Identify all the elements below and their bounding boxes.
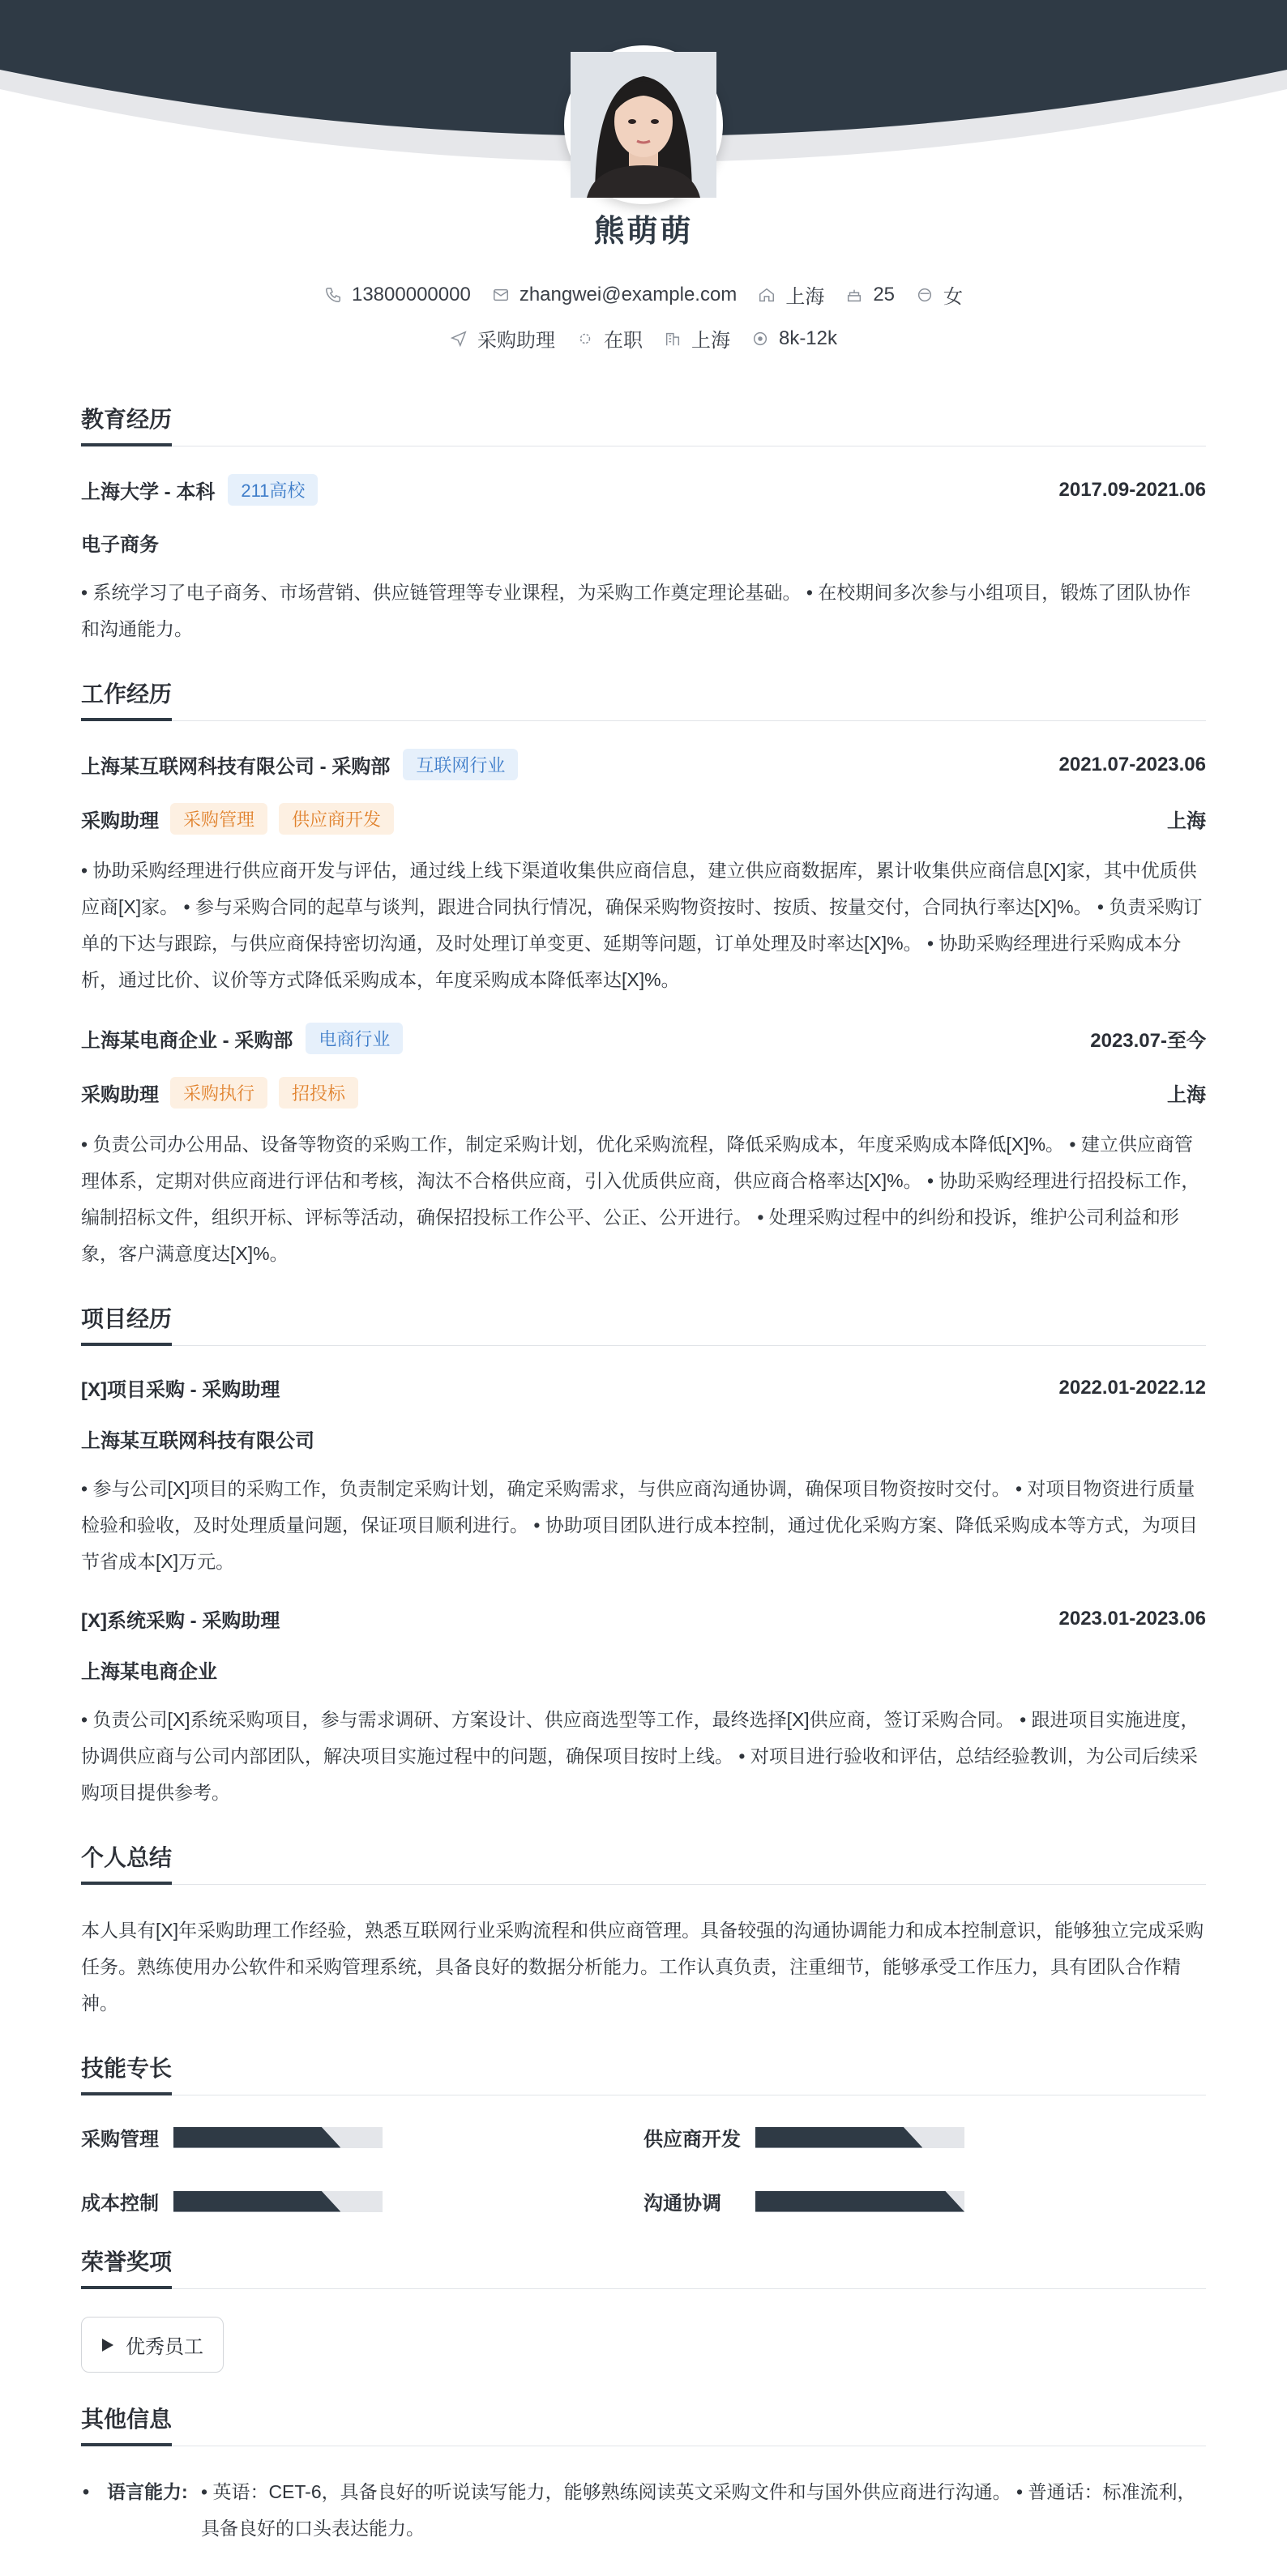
company-name: 上海某电商企业 - 采购部: [81, 1030, 293, 1052]
phone-icon: [324, 286, 342, 304]
education-entry: [81, 474, 1206, 647]
job-intent-row: [0, 324, 1287, 352]
phone-item: [324, 284, 471, 306]
education-desc: • 系统学习了电子商务、市场营销、供应链管理等专业课程，为采购工作奠定理论基础。 • 在校期间多次参与小组项目，锻炼了团队协作和沟通能力。: [81, 582, 1191, 639]
work-date: 2023.07-至今: [1090, 1030, 1206, 1052]
age-item: [845, 284, 895, 306]
skills-title: 技能专长: [81, 2051, 172, 2083]
project-title: [X]项目采购 - 采购助理: [81, 1379, 280, 1401]
job-role: 采购助理: [81, 810, 159, 832]
skill-item: [81, 2187, 644, 2215]
project-desc: • 参与公司[X]项目的采购工作，负责制定采购计划，确定采购需求，与供应商沟通协调，确保项目物资按时交付。 • 对项目物资进行质量检验和验收，及时处理质量问题，保证项目顺利进行。 • 协助项目团队进行成本控制，通过优化采购方案、降低采购成本等方式，为项目节省成本[X]万元。: [81, 1478, 1198, 1572]
education-section: [81, 402, 1206, 647]
language-text: • 英语：CET-6，具备良好的听说读写能力，能够熟练阅读英文采购文件和与国外供应商进行沟通。 • 普通话：标准流利，具备良好的口头表达能力。: [201, 2481, 1196, 2539]
skill-name: 沟通协调: [644, 2193, 721, 2215]
project-title: [X]系统采购 - 采购助理: [81, 1610, 280, 1632]
cake-icon: [845, 286, 863, 304]
skill-bar-fill: [755, 2191, 964, 2212]
work-date: 2021.07-2023.06: [1058, 753, 1206, 775]
mail-icon: [492, 286, 510, 304]
skill-tag: 供应商开发: [279, 803, 394, 835]
education-title: 教育经历: [81, 402, 172, 434]
major: 电子商务: [81, 534, 159, 556]
building-icon: [664, 330, 682, 348]
skill-bar: [173, 2191, 383, 2212]
work-desc: • 协助采购经理进行供应商开发与评估，通过线上线下渠道收集供应商信息，建立供应商数据库，累计收集供应商信息[X]家，其中优质供应商[X]家。 • 参与采购合同的起草与谈判，跟进合同执行情况，确保采购物资按时、按质、按量交付，合同执行率达[X]%。 • 负责采购订单的下达与跟踪，与供应商保持密切沟通，及时处理订单变更、延期等问题，订单处理及时率达[X]%。 • 协助采购经理进行采购成本分析，通过比价、议价等方式降低采购成本，年度采购成本降低率达[X]%。: [81, 860, 1203, 990]
skill-item: [644, 2187, 1206, 2215]
work-title: 工作经历: [81, 677, 172, 709]
school-name: 上海大学 - 本科: [81, 481, 216, 503]
project-company: 上海某互联网科技有限公司: [81, 1430, 314, 1452]
projects-title: 项目经历: [81, 1301, 172, 1334]
play-triangle-icon: [101, 2338, 114, 2352]
other-section: [81, 2402, 1206, 2547]
contact-row: [0, 280, 1287, 309]
other-title: 其他信息: [81, 2402, 172, 2434]
skill-tag: 采购执行: [170, 1077, 267, 1109]
project-date: 2023.01-2023.06: [1058, 1607, 1206, 1630]
gender-text: 女: [943, 286, 964, 308]
industry-tag: 电商行业: [306, 1023, 403, 1054]
resume-content: [81, 402, 1206, 2576]
email-item: [492, 284, 738, 306]
education-date: 2017.09-2021.06: [1058, 478, 1206, 501]
avatar-photo: [571, 52, 716, 198]
city-text: 上海: [785, 286, 825, 308]
project-entry: [81, 1373, 1206, 1580]
work-section: [81, 677, 1206, 1272]
company-name: 上海某互联网科技有限公司 - 采购部: [81, 756, 391, 778]
skill-name: 成本控制: [81, 2193, 159, 2215]
salary-item: [751, 327, 837, 350]
skills-grid: [81, 2123, 1206, 2215]
phone-text: 13800000000: [351, 283, 471, 305]
send-icon: [450, 330, 468, 348]
bullet-dot-icon: •: [83, 2481, 90, 2502]
status-icon: [576, 330, 594, 348]
project-entry: [81, 1604, 1206, 1811]
skill-tag: 采购管理: [170, 803, 267, 835]
skill-bar: [755, 2127, 964, 2148]
school-tag: 211高校: [228, 474, 318, 506]
summary-section: [81, 1840, 1206, 2022]
avatar: [564, 45, 723, 204]
summary-title: 个人总结: [81, 1840, 172, 1873]
skill-bar: [755, 2191, 964, 2212]
language-item: [81, 2474, 1206, 2547]
skill-tag: 招投标: [279, 1077, 358, 1109]
award-toggle[interactable]: [81, 2317, 224, 2373]
home-icon: [758, 286, 776, 304]
skill-item: [644, 2123, 1206, 2151]
job-role: 采购助理: [81, 1084, 159, 1106]
candidate-name: 熊萌萌: [593, 215, 694, 249]
work-entry: [81, 749, 1206, 998]
skills-section: [81, 2051, 1206, 2215]
work-location: 上海: [1167, 810, 1206, 832]
skill-bar: [173, 2127, 383, 2148]
awards-section: [81, 2245, 1206, 2373]
award-label: 优秀员工: [126, 2336, 203, 2358]
target-role-item: [450, 324, 555, 352]
skill-name: 供应商开发: [644, 2129, 741, 2151]
target-city-text: 上海: [691, 330, 730, 352]
gender-item: [916, 280, 963, 309]
salary-text: 8k-12k: [778, 327, 838, 349]
target-city-item: [664, 324, 730, 352]
email-text: zhangwei@example.com: [519, 283, 738, 305]
projects-section: [81, 1301, 1206, 1811]
skill-bar-fill: [173, 2191, 340, 2212]
gender-icon: [916, 286, 934, 304]
target-role-text: 采购助理: [477, 330, 555, 352]
age-text: 25: [873, 283, 896, 305]
coin-icon: [751, 330, 769, 348]
work-location: 上海: [1167, 1084, 1206, 1106]
project-company: 上海某电商企业: [81, 1661, 217, 1683]
skill-bar-fill: [755, 2127, 922, 2148]
work-desc: • 负责公司办公用品、设备等物资的采购工作，制定采购计划，优化采购流程，降低采购成本，年度采购成本降低[X]%。 • 建立供应商管理体系，定期对供应商进行评估和考核，淘汰不合格供应商，引入优质供应商，供应商合格率达[X]%。 • 协助采购经理进行招投标工作，编制招标文件，组织开标、评标等活动，确保招投标工作公平、公正、公开进行。 • 处理采购过程中的纠纷和投诉，维护公司利益和形象，客户满意度达[X]%。: [81, 1134, 1200, 1264]
city-item: [758, 280, 824, 309]
skill-bar-fill: [173, 2127, 340, 2148]
project-desc: • 负责公司[X]系统采购项目，参与需求调研、方案设计、供应商选型等工作，最终选择[X]供应商，签订采购合同。 • 跟进项目实施进度，协调供应商与公司内部团队，解决项目实施过程中的问题，确保项目按时上线。 • 对项目进行验收和评估，总结经验教训，为公司后续采购项目提供参考。: [81, 1709, 1199, 1803]
language-label: 语言能力:: [107, 2481, 188, 2502]
skill-name: 采购管理: [81, 2129, 159, 2151]
work-entry: [81, 1023, 1206, 1272]
summary-text: 本人具有[X]年采购助理工作经验，熟悉互联网行业采购流程和供应商管理。具备较强的沟通协调能力和成本控制意识，能够独立完成采购任务。熟练使用办公软件和采购管理系统，具备良好的数据分析能力。工作认真负责，注重细节，能够承受工作压力，具有团队合作精神。: [81, 1920, 1204, 2014]
status-item: [576, 324, 643, 352]
status-text: 在职: [603, 330, 643, 352]
awards-title: 荣誉奖项: [81, 2245, 172, 2277]
skill-item: [81, 2123, 644, 2151]
industry-tag: 互联网行业: [403, 749, 518, 780]
project-date: 2022.01-2022.12: [1058, 1376, 1206, 1399]
